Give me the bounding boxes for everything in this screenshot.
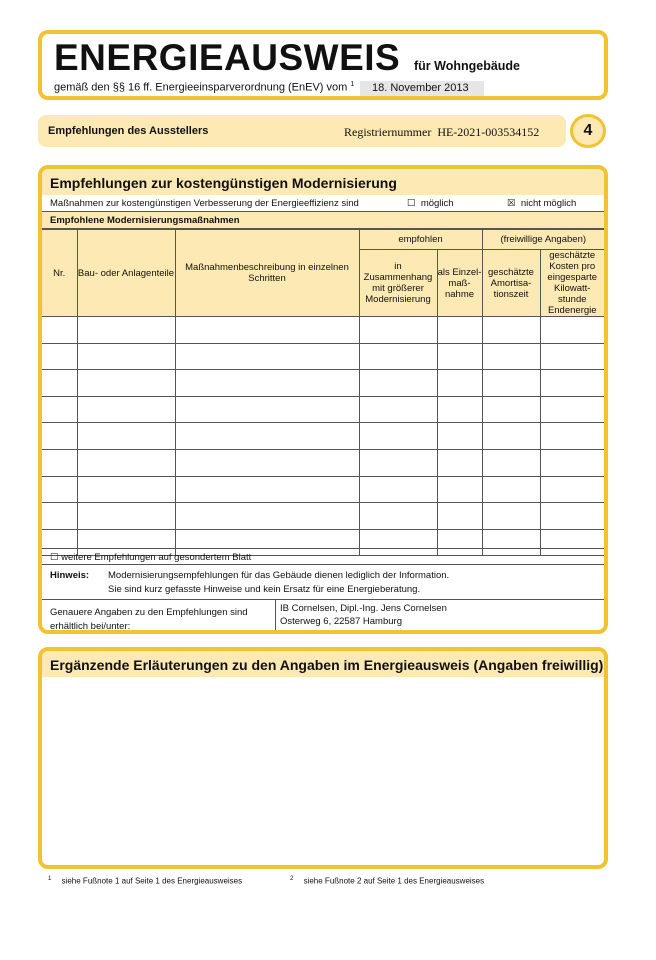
hint-text-line2: Sie sind kurz gefasste Hinweise und kein Ersatz für eine Energieberatung. (108, 584, 421, 595)
cell[interactable] (482, 370, 540, 397)
col-single: als Einzel-maß-nahme (437, 250, 482, 317)
cell[interactable] (175, 396, 359, 423)
cell[interactable] (540, 317, 604, 344)
footnote-ref: 1 (350, 81, 355, 88)
cell[interactable] (175, 449, 359, 476)
cell[interactable] (359, 396, 437, 423)
cell[interactable] (359, 317, 437, 344)
not-possible-label: nicht möglich (520, 198, 577, 209)
recommendations-box (38, 165, 608, 634)
cell[interactable] (175, 476, 359, 503)
table-row (42, 449, 604, 476)
contact-name: IB Cornelsen, Dipl.-Ing. Jens Cornelsen (280, 603, 447, 614)
col-costs: geschätzte Kosten pro eingesparte Kilowatt-stunde Endenergie (540, 250, 604, 317)
cell[interactable] (482, 396, 540, 423)
document-title: ENERGIEAUSWEIS (54, 37, 401, 78)
cell[interactable] (540, 396, 604, 423)
footnote-2 (290, 876, 484, 886)
cell[interactable] (77, 396, 175, 423)
cell[interactable] (175, 503, 359, 530)
cell[interactable] (540, 423, 604, 450)
footnote-text: siehe Fußnote 1 auf Seite 1 des Energieausweises (61, 876, 243, 886)
cell[interactable] (437, 343, 482, 370)
cell[interactable] (77, 370, 175, 397)
cell[interactable] (482, 423, 540, 450)
cell[interactable] (42, 317, 77, 344)
col-description: Maßnahmenbeschreibung in einzelnen Schritten (175, 230, 359, 317)
cell[interactable] (175, 343, 359, 370)
possible-label: möglich (420, 198, 454, 209)
col-component: Bau- oder Anlagenteile (77, 230, 175, 317)
cell[interactable] (359, 370, 437, 397)
registration-label: Registriernummer (344, 125, 432, 139)
divider (275, 600, 276, 634)
table-row (42, 423, 604, 450)
document-subtitle: für Wohngebäude (414, 59, 521, 73)
cell[interactable] (175, 423, 359, 450)
section-bar (38, 115, 566, 147)
cell[interactable] (77, 503, 175, 530)
measures-availability-row (42, 195, 604, 212)
possible-checkbox[interactable]: ☐ (407, 198, 416, 209)
contact-address: Osterweg 6, 22587 Hamburg (280, 616, 402, 627)
cell[interactable] (42, 449, 77, 476)
registration-info (344, 125, 539, 140)
table-row (42, 396, 604, 423)
cell[interactable] (359, 449, 437, 476)
cell[interactable] (437, 503, 482, 530)
hint-row (42, 565, 604, 600)
cell[interactable] (540, 370, 604, 397)
cell[interactable] (482, 317, 540, 344)
cell[interactable] (42, 343, 77, 370)
more-recommendations-checkbox[interactable]: ☐ weitere Empfehlungen auf gesondertem Blatt (42, 548, 604, 565)
cell[interactable] (540, 343, 604, 370)
cell[interactable] (359, 343, 437, 370)
cell[interactable] (540, 476, 604, 503)
not-possible-checkbox[interactable]: ☒ (507, 198, 516, 209)
cell[interactable] (482, 343, 540, 370)
cell[interactable] (175, 317, 359, 344)
additional-explanations-box[interactable] (38, 647, 608, 869)
not-possible-option[interactable] (507, 198, 576, 209)
cell[interactable] (77, 317, 175, 344)
contact-row (42, 600, 604, 634)
recommended-measures-heading: Empfohlene Modernisierungsmaßnahmen (42, 212, 604, 229)
cell[interactable] (540, 503, 604, 530)
cell[interactable] (540, 449, 604, 476)
col-amortisation: geschätzte Amortisa-tionszeit (482, 250, 540, 317)
footnote-text: siehe Fußnote 2 auf Seite 1 des Energieausweises (303, 876, 485, 886)
cell[interactable] (42, 396, 77, 423)
footnote-mark: 1 (48, 876, 52, 882)
group-recommended: empfohlen (359, 230, 482, 250)
cell[interactable] (437, 476, 482, 503)
registration-number: HE-2021-003534152 (437, 125, 540, 139)
cell[interactable] (175, 370, 359, 397)
document-header (38, 30, 608, 100)
cell[interactable] (482, 449, 540, 476)
cell[interactable] (77, 423, 175, 450)
possible-option[interactable] (407, 198, 454, 209)
recommendations-table (42, 229, 604, 556)
table-row (42, 503, 604, 530)
cell[interactable] (359, 423, 437, 450)
table-row (42, 476, 604, 503)
table-row (42, 317, 604, 344)
cell[interactable] (42, 476, 77, 503)
footnote-mark: 2 (290, 876, 294, 882)
cell[interactable] (482, 503, 540, 530)
cell[interactable] (77, 343, 175, 370)
hint-label: Hinweis: (50, 570, 90, 581)
section-title: Empfehlungen des Ausstellers (48, 125, 209, 137)
col-combined: in Zusammenhang mit größerer Modernisierung (359, 250, 437, 317)
cell[interactable] (437, 370, 482, 397)
cell[interactable] (359, 503, 437, 530)
cell[interactable] (437, 449, 482, 476)
cell[interactable] (482, 476, 540, 503)
page-number: 4 (570, 114, 606, 148)
cell[interactable] (42, 503, 77, 530)
footnote-1 (48, 876, 242, 886)
table-row (42, 343, 604, 370)
cell[interactable] (437, 317, 482, 344)
col-nr: Nr. (42, 230, 77, 317)
cell[interactable] (42, 370, 77, 397)
measures-text: Maßnahmen zur kostengünstigen Verbesserung der Energieeffizienz sind (50, 198, 359, 209)
legal-basis-text: gemäß den §§ 16 ff. Energieeinsparverordnung (EnEV) vom (54, 81, 348, 94)
legal-basis (54, 81, 354, 94)
cell[interactable] (77, 476, 175, 503)
cell[interactable] (359, 476, 437, 503)
contact-label: Genauere Angaben zu den Empfehlungen sind erhältlich bei/unter: (50, 607, 248, 632)
group-voluntary: (freiwillige Angaben) (482, 230, 604, 250)
cell[interactable] (437, 423, 482, 450)
table-row (42, 370, 604, 397)
hint-text-line1: Modernisierungsempfehlungen für das Gebäude dienen lediglich der Information. (108, 570, 450, 581)
additional-explanations-title: Ergänzende Erläuterungen zu den Angaben im Energieausweis (Angaben freiwillig) (42, 651, 604, 677)
cell[interactable] (437, 396, 482, 423)
recommendations-title: Empfehlungen zur kostengünstigen Modernisierung (42, 169, 604, 195)
regulation-date: 18. November 2013 (360, 81, 484, 96)
cell[interactable] (42, 423, 77, 450)
cell[interactable] (77, 449, 175, 476)
